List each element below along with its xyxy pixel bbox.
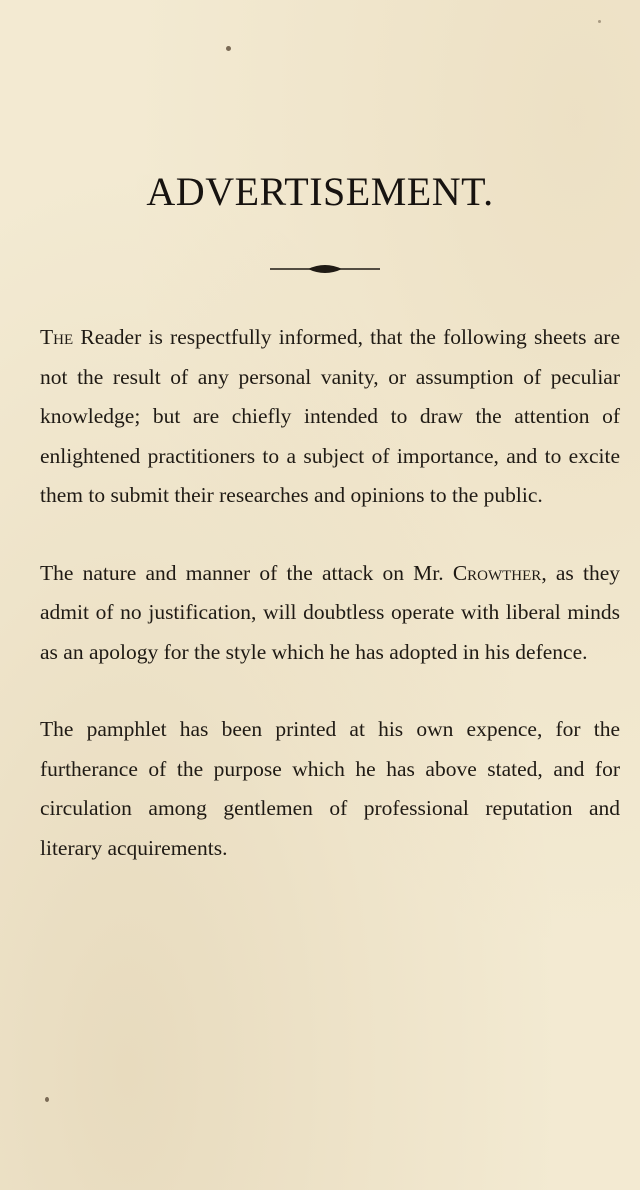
ornamental-rule <box>270 262 380 276</box>
paragraph-2-name: Crowther <box>452 560 542 585</box>
paragraph-1-lead: The <box>40 325 74 349</box>
paper-speck <box>45 1097 49 1102</box>
paragraph-2-after: , as they admit of no justification, will doubtless operate with liberal minds as an apology for the style which he has adopted in his defence. <box>40 560 620 664</box>
paragraph-1 <box>40 318 620 516</box>
advertisement-body <box>40 318 620 906</box>
paper-speck <box>598 20 601 23</box>
paragraph-1-text: Reader is respectfully informed, that the following sheets are not the result of any personal vanity, or assumption of peculiar knowledge; but are chiefly intended to draw the attention of enlightened practitioners to a subject of importance, and to excite them to submit their researches and opinions to the public. <box>40 325 620 507</box>
paper-speck <box>226 46 231 51</box>
paragraph-2-before: The nature and manner of the attack on Mr. <box>40 560 453 585</box>
paragraph-3: The pamphlet has been printed at his own expence, for the furtherance of the purpose which he has above stated, and for circulation among gentlemen of professional reputation and literary acquirements. <box>40 717 620 860</box>
page-title: ADVERTISEMENT. <box>146 169 494 214</box>
paragraph-2 <box>40 554 620 673</box>
